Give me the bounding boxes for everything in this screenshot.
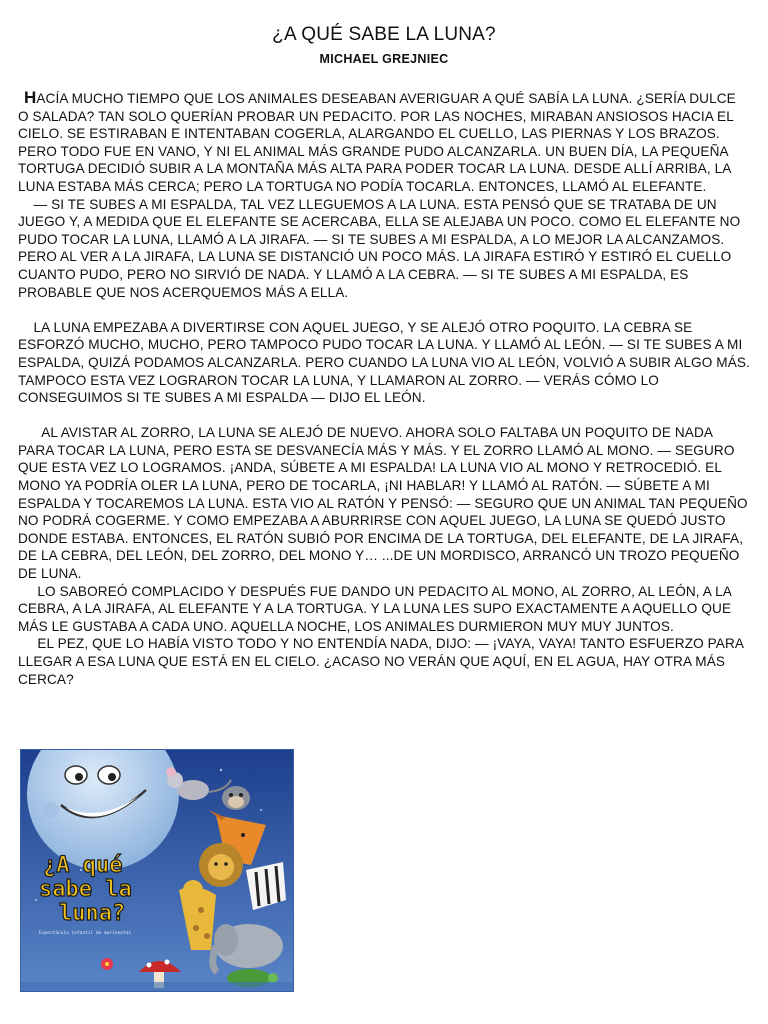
paragraph-1: HACÍA MUCHO TIEMPO QUE LOS ANIMALES DESEABAN AVERIGUAR A QUÉ SABÍA LA LUNA. ¿SERÍA DULCE O SALADA? TAN SOLO QUERÍAN PROBAR UN PEDACITO. POR LAS NOCHES, MIRABAN ANSIOSOS HACIA EL CIELO. SE ESTIRABAN E INTENTABAN COGERLA, ALARGANDO EL CUELLO, LAS PIERNAS Y LOS BRAZOS. PERO TODO FUE EN VANO, Y NI EL ANIMAL MÁS GRANDE PUDO ALCANZARLA. UN BUEN DÍA, LA PEQUEÑA TORTUGA DECIDIÓ SUBIR A LA MONTAÑA MÁS ALTA PARA PODER TOCAR LA LUNA. DESDE ALLÍ ARRIBA, LA LUNA ESTABA MÁS CERCA; PERO LA TORTUGA NO PODÍA TOCARLA. ENTONCES, LLAMÓ AL ELEFANTE. bbox=[18, 88, 736, 194]
author-name: MICHAEL GREJNIEC bbox=[319, 52, 449, 66]
cover-title-line-2: sabe la bbox=[39, 877, 132, 902]
monkey-illustration bbox=[222, 786, 250, 810]
paragraph-3: LA LUNA EMPEZABA A DIVERTIRSE CON AQUEL JUEGO, Y SE ALEJÓ OTRO POQUITO. LA CEBRA SE ESFORZÓ MUCHO, MUCHO, PERO TAMPOCO PUDO TOCAR LA LUNA. Y LLAMÓ AL LEÓN. — SI TE SUBES A MI ESPALDA, QUIZÁ PODAMOS ALCANZARLA. PERO CUANDO LA LUNA VIO AL LEÓN, VOLVIÓ A SUBIR ALGO MÁS. TAMPOCO ESTA VEZ LOGRARON TOCAR LA LUNA, Y LLAMARON AL ZORRO. — VERÁS CÓMO LO CONSEGUIMOS SI TE SUBES A MI ESPALDA — DIJO EL LEÓN. bbox=[18, 319, 750, 406]
book-cover-image bbox=[20, 749, 294, 992]
cover-title-line-1: ¿A qué bbox=[43, 853, 123, 878]
paragraph-4: AL AVISTAR AL ZORRO, LA LUNA SE ALEJÓ DE NUEVO. AHORA SOLO FALTABA UN POQUITO DE NADA PARA TOCAR LA LUNA, PERO ESTA SE DESVANECÍA MÁS Y MÁS. Y EL ZORRO LLAMÓ AL MONO. — SEGURO QUE ESTA VEZ LO LOGRAMOS. ¡ANDA, SÚBETE A MI ESPALDA! LA LUNA VIO AL MONO Y RETROCEDIÓ. EL MONO YA PODRÍA OLER LA LUNA, PERO DE TOCARLA, ¡NI HABLAR! Y LLAMÓ AL RATÓN. — SÚBETE A MI ESPALDA Y TOCAREMOS LA LUNA. ESTA VIO AL RATÓN Y PENSÓ: — SEGURO QUE UN ANIMAL TAN PEQUEÑO NO PODRÁ COGERME. Y COMO EMPEZABA A ABURRIRSE CON AQUEL JUEGO, LA LUNA SE QUEDÓ JUSTO DONDE ESTABA. ENTONCES, EL RATÓN SUBIÓ POR ENCIMA DE LA TORTUGA, DEL ELEFANTE, DE LA JIRAFA, DE LA CEBRA, DEL LEÓN, DEL ZORRO, DEL MONO Y… ...DE UN MORDISCO, ARRANCÓ UN TROZO PEQUEÑO DE LUNA. bbox=[18, 425, 748, 582]
cover-title-line-3: luna? bbox=[59, 901, 126, 926]
paragraph-6: EL PEZ, QUE LO HABÍA VISTO TODO Y NO ENTENDÍA NADA, DIJO: — ¡VAYA, VAYA! TANTO ESFUERZO PARA LLEGAR A ESA LUNA QUE ESTÁ EN EL CIELO. ¿ACASO NO VERÁN QUE AQUÍ, EN EL AGUA, HAY OTRA MÁS CERCA? bbox=[18, 636, 744, 687]
cover-subtitle: Espectáculo infantil de marionetas bbox=[39, 931, 132, 936]
page-title: ¿A QUÉ SABE LA LUNA? bbox=[272, 24, 496, 45]
story-text bbox=[18, 89, 750, 688]
paragraph-5: LO SABOREÓ COMPLACIDO Y DESPUÉS FUE DANDO UN PEDACITO AL MONO, AL ZORRO, AL LEÓN, A LA CEBRA, A LA JIRAFA, AL ELEFANTE Y A LA TORTUGA. Y LA LUNA LES SUPO EXACTAMENTE A AQUELLO QUE MÁS LE GUSTABA A CADA UNO. AQUELLA NOCHE, LOS ANIMALES DURMIERON MUY MUY JUNTOS. bbox=[18, 583, 732, 634]
paragraph-2: — SI TE SUBES A MI ESPALDA, TAL VEZ LLEGUEMOS A LA LUNA. ESTA PENSÓ QUE SE TRATABA DE UN JUEGO Y, A MEDIDA QUE EL ELEFANTE SE ACERCABA, ELLA SE ALEJABA UN POCO. COMO EL ELEFANTE NO PUDO TOCAR LA LUNA, LLAMÓ A LA JIRAFA. — SI TE SUBES A MI ESPALDA, A LO MEJOR LA ALCANZAMOS. PERO AL VER A LA JIRAFA, LA LUNA SE DISTANCIÓ UN POCO MÁS. LA JIRAFA ESTIRÓ Y ESTIRÓ EL CUELLO CUANTO PUDO, PERO NO SIRVIÓ DE NADA. Y LLAMÓ A LA CEBRA. — SI TE SUBES A MI ESPALDA, ES PROBABLE QUE NOS ACERQUEMOS MÁS A ELLA. bbox=[18, 196, 741, 300]
drop-cap: H bbox=[24, 88, 37, 107]
lion-illustration bbox=[199, 843, 243, 887]
